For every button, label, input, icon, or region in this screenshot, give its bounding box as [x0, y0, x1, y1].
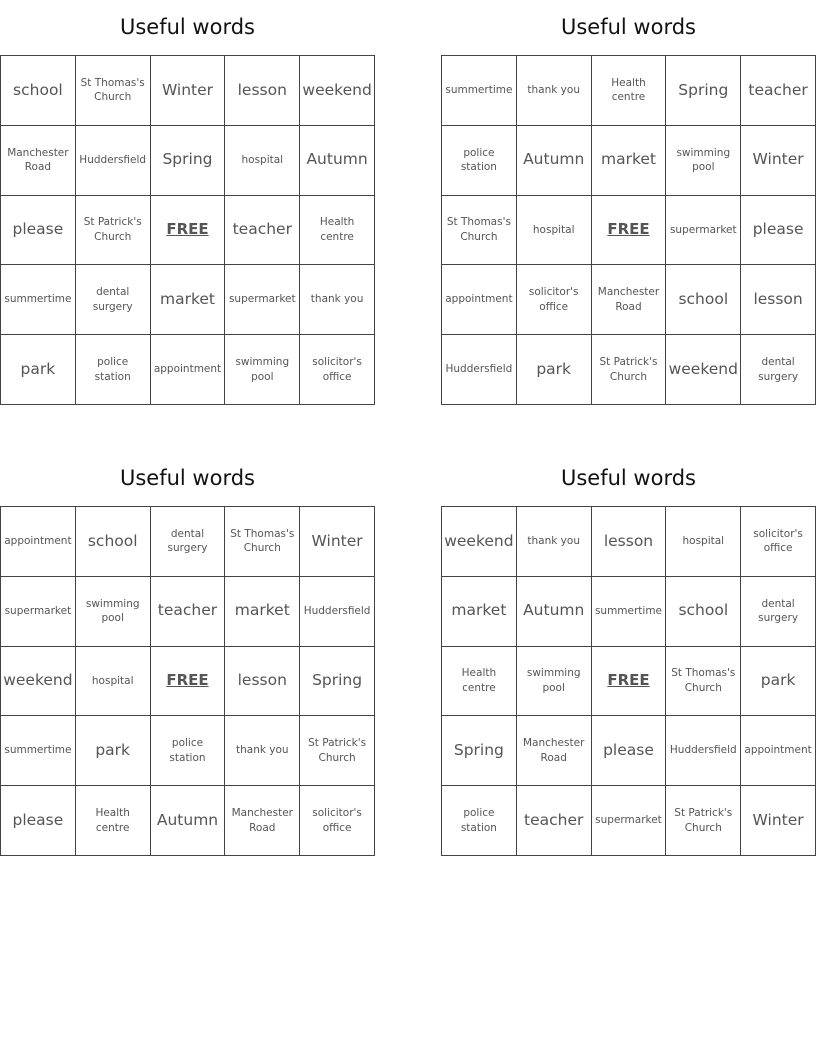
- bingo-grid: [0, 506, 375, 856]
- bingo-cell: market: [442, 577, 517, 647]
- bingo-cell: Manchester Road: [1, 126, 76, 196]
- bingo-cell: market: [151, 265, 226, 335]
- bingo-cell: Winter: [741, 786, 816, 856]
- free-space-cell: FREE: [592, 647, 667, 717]
- bingo-cell: police station: [442, 786, 517, 856]
- bingo-cell: school: [666, 265, 741, 335]
- bingo-cell: hospital: [517, 196, 592, 266]
- bingo-cell: supermarket: [666, 196, 741, 266]
- bingo-cell: St Patrick's Church: [76, 196, 151, 266]
- bingo-cell: solicitor's office: [300, 786, 375, 856]
- bingo-grid: [441, 55, 816, 405]
- bingo-cell: dental surgery: [151, 507, 226, 577]
- bingo-cell: Health centre: [592, 56, 667, 126]
- bingo-cell: St Patrick's Church: [300, 716, 375, 786]
- bingo-cell: thank you: [517, 56, 592, 126]
- bingo-cell: Manchester Road: [592, 265, 667, 335]
- bingo-cell: Huddersfield: [666, 716, 741, 786]
- bingo-cell: Health centre: [442, 647, 517, 717]
- bingo-cell: weekend: [442, 507, 517, 577]
- bingo-cell: teacher: [151, 577, 226, 647]
- bingo-cell: St Thomas's Church: [666, 647, 741, 717]
- bingo-cell: teacher: [225, 196, 300, 266]
- card-title: Useful words: [560, 15, 696, 39]
- bingo-cell: market: [225, 577, 300, 647]
- bingo-cell: summertime: [442, 56, 517, 126]
- bingo-cell: lesson: [225, 647, 300, 717]
- bingo-cell: hospital: [225, 126, 300, 196]
- bingo-cell: please: [1, 786, 76, 856]
- bingo-cell: Spring: [666, 56, 741, 126]
- bingo-cell: teacher: [517, 786, 592, 856]
- free-space-cell: FREE: [151, 196, 226, 266]
- bingo-cell: appointment: [442, 265, 517, 335]
- bingo-cell: Winter: [300, 507, 375, 577]
- bingo-cell: appointment: [741, 716, 816, 786]
- bingo-cell: Huddersfield: [76, 126, 151, 196]
- bingo-cell: swimming pool: [225, 335, 300, 405]
- bingo-cell: summertime: [592, 577, 667, 647]
- bingo-cell: St Patrick's Church: [666, 786, 741, 856]
- bingo-cell: supermarket: [1, 577, 76, 647]
- bingo-cell: teacher: [741, 56, 816, 126]
- bingo-cell: school: [666, 577, 741, 647]
- bingo-cell: hospital: [76, 647, 151, 717]
- card-title: Useful words: [119, 466, 255, 490]
- bingo-cell: Huddersfield: [300, 577, 375, 647]
- bingo-cell: Autumn: [151, 786, 226, 856]
- free-space-cell: FREE: [151, 647, 226, 717]
- bingo-cell: swimming pool: [517, 647, 592, 717]
- bingo-cell: summertime: [1, 716, 76, 786]
- bingo-cell: supermarket: [592, 786, 667, 856]
- card-title: Useful words: [119, 15, 255, 39]
- bingo-cell: please: [1, 196, 76, 266]
- bingo-cell: Manchester Road: [225, 786, 300, 856]
- bingo-cell: St Thomas's Church: [76, 56, 151, 126]
- bingo-cell: thank you: [300, 265, 375, 335]
- bingo-cell: Manchester Road: [517, 716, 592, 786]
- bingo-cell: park: [741, 647, 816, 717]
- bingo-cell: Spring: [151, 126, 226, 196]
- bingo-cell: park: [517, 335, 592, 405]
- bingo-cell: please: [741, 196, 816, 266]
- bingo-cell: Spring: [442, 716, 517, 786]
- bingo-cell: weekend: [300, 56, 375, 126]
- bingo-cell: Autumn: [517, 577, 592, 647]
- bingo-cell: summertime: [1, 265, 76, 335]
- bingo-cell: appointment: [1, 507, 76, 577]
- bingo-cell: Huddersfield: [442, 335, 517, 405]
- bingo-cell: please: [592, 716, 667, 786]
- bingo-cell: police station: [76, 335, 151, 405]
- bingo-cell: solicitor's office: [741, 507, 816, 577]
- bingo-grid: [441, 506, 816, 856]
- bingo-cell: market: [592, 126, 667, 196]
- bingo-cell: school: [76, 507, 151, 577]
- bingo-cell: park: [76, 716, 151, 786]
- bingo-cell: lesson: [225, 56, 300, 126]
- bingo-cell: weekend: [666, 335, 741, 405]
- bingo-cell: police station: [151, 716, 226, 786]
- bingo-cell: dental surgery: [741, 577, 816, 647]
- bingo-cell: lesson: [741, 265, 816, 335]
- bingo-cell: weekend: [1, 647, 76, 717]
- bingo-cell: police station: [442, 126, 517, 196]
- bingo-cell: St Thomas's Church: [225, 507, 300, 577]
- bingo-cell: Health centre: [300, 196, 375, 266]
- bingo-cell: lesson: [592, 507, 667, 577]
- bingo-cell: solicitor's office: [517, 265, 592, 335]
- bingo-cell: St Thomas's Church: [442, 196, 517, 266]
- bingo-cell: dental surgery: [76, 265, 151, 335]
- bingo-cell: supermarket: [225, 265, 300, 335]
- bingo-cell: Spring: [300, 647, 375, 717]
- bingo-cell: hospital: [666, 507, 741, 577]
- bingo-grid: [0, 55, 375, 405]
- bingo-cell: Autumn: [300, 126, 375, 196]
- bingo-cell: park: [1, 335, 76, 405]
- bingo-cell: school: [1, 56, 76, 126]
- bingo-cell: Health centre: [76, 786, 151, 856]
- bingo-cell: solicitor's office: [300, 335, 375, 405]
- bingo-cell: dental surgery: [741, 335, 816, 405]
- bingo-cell: Autumn: [517, 126, 592, 196]
- bingo-cell: swimming pool: [76, 577, 151, 647]
- bingo-cell: Winter: [741, 126, 816, 196]
- bingo-cell: swimming pool: [666, 126, 741, 196]
- bingo-cell: St Patrick's Church: [592, 335, 667, 405]
- free-space-cell: FREE: [592, 196, 667, 266]
- bingo-cell: thank you: [225, 716, 300, 786]
- bingo-cell: appointment: [151, 335, 226, 405]
- bingo-cell: thank you: [517, 507, 592, 577]
- bingo-cell: Winter: [151, 56, 226, 126]
- card-title: Useful words: [560, 466, 696, 490]
